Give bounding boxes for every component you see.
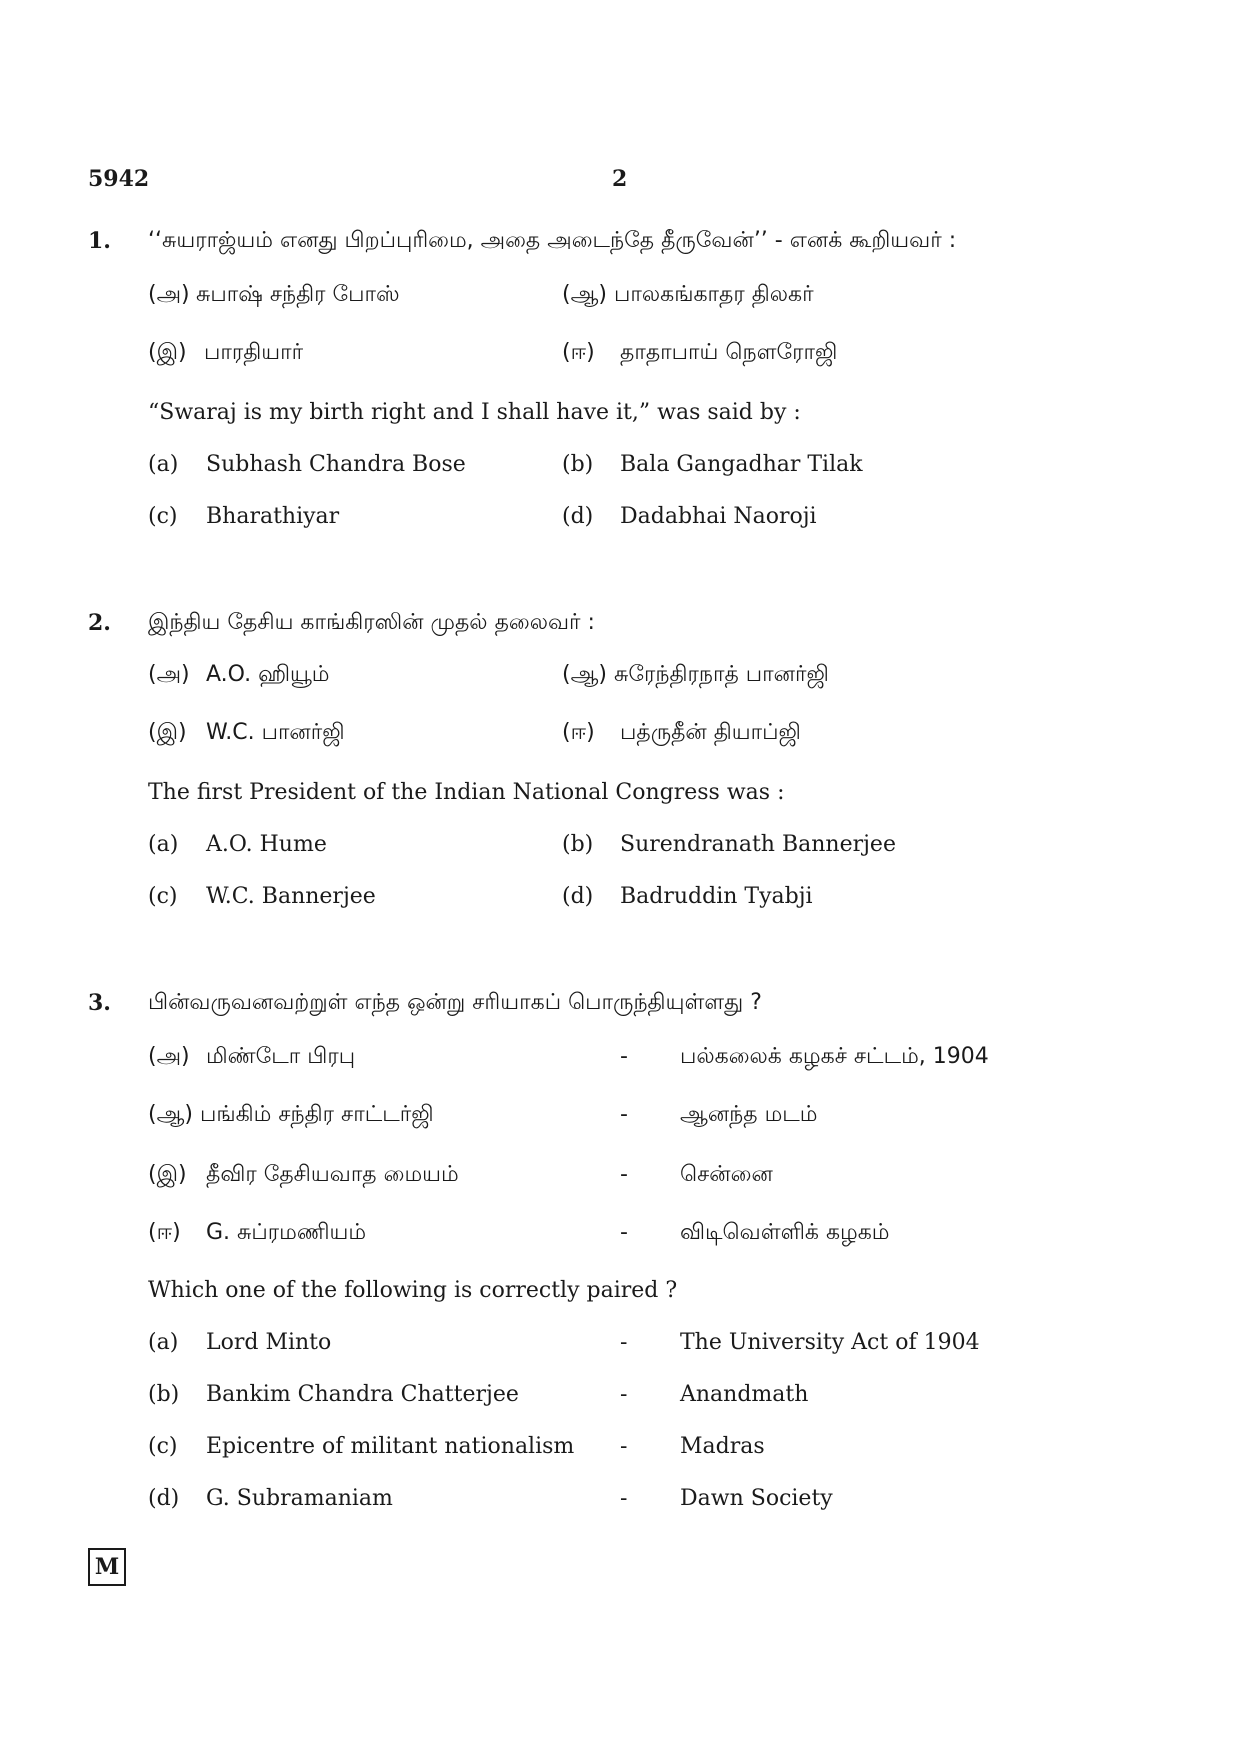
question-3-tamil-pair-mark: (ஆ): [148, 1102, 193, 1127]
question-3-tamil-pair-separator: -: [620, 1102, 628, 1127]
question-1-tamil-option-text: பாரதியார்: [204, 340, 304, 365]
question-3-pair-mark: (d): [148, 1486, 180, 1511]
question-2-tamil-option-mark: (இ): [148, 720, 187, 745]
question-3-number: 3.: [88, 990, 111, 1016]
question-1-option-text: Bharathiyar: [206, 504, 340, 529]
question-1-english: “Swaraj is my birth right and I shall have it,” was said by :: [148, 400, 801, 425]
question-1-option-text: Bala Gangadhar Tilak: [620, 452, 863, 477]
question-3-english: Which one of the following is correctly paired ?: [148, 1278, 678, 1303]
question-2-option-text: W.C. Bannerjee: [206, 884, 376, 909]
question-3-pair-mark: (a): [148, 1330, 179, 1355]
question-1-option-text: Dadabhai Naoroji: [620, 504, 817, 529]
question-3-tamil-pair-left: மிண்டோ பிரபு: [206, 1044, 356, 1069]
question-2-number: 2.: [88, 610, 111, 636]
question-3-tamil-pair-left: பங்கிம் சந்திர சாட்டர்ஜி: [200, 1102, 434, 1127]
page-number: 2: [612, 166, 628, 192]
question-1-tamil-option-mark: (அ): [148, 282, 190, 307]
question-3-tamil-pair-left: G. சுப்ரமணியம்: [206, 1220, 367, 1245]
question-3-tamil-pair-mark: (ஈ): [148, 1220, 181, 1245]
question-1-tamil-option-mark: (ஈ): [562, 340, 595, 365]
question-3-pair-separator: -: [620, 1330, 628, 1355]
question-2-tamil-option-text: W.C. பானர்ஜி: [206, 720, 345, 745]
question-3-tamil-pair-separator: -: [620, 1162, 628, 1187]
question-3-pair-left: Epicentre of militant nationalism: [206, 1434, 575, 1459]
question-2-tamil-option-mark: (அ): [148, 662, 190, 687]
medium-mark-box: M: [88, 1548, 126, 1586]
question-2-option-text: A.O. Hume: [206, 832, 327, 857]
question-1-option-mark: (a): [148, 452, 179, 477]
question-1-tamil-option-mark: (ஆ): [562, 282, 607, 307]
question-1-option-text: Subhash Chandra Bose: [206, 452, 466, 477]
question-1-option-mark: (b): [562, 452, 594, 477]
question-2-option-text: Surendranath Bannerjee: [620, 832, 896, 857]
question-3-tamil-pair-right: சென்னை: [680, 1162, 773, 1187]
question-2-tamil-option-text: A.O. ஹியூம்: [206, 662, 330, 687]
question-3-pair-left: G. Subramaniam: [206, 1486, 393, 1511]
question-3-tamil-pair-mark: (இ): [148, 1162, 187, 1187]
question-2-option-mark: (b): [562, 832, 594, 857]
question-2-option-mark: (a): [148, 832, 179, 857]
question-2-option-text: Badruddin Tyabji: [620, 884, 813, 909]
question-1-option-mark: (c): [148, 504, 178, 529]
question-3-pair-right: Dawn Society: [680, 1486, 833, 1511]
question-1-tamil-option-text: தாதாபாய் நெளரோஜி: [620, 340, 838, 365]
question-2-option-mark: (d): [562, 884, 594, 909]
question-3-pair-separator: -: [620, 1434, 628, 1459]
question-3-tamil-pair-right: பல்கலைக் கழகச் சட்டம், 1904: [680, 1044, 989, 1069]
question-3-pair-mark: (b): [148, 1382, 180, 1407]
paper-code: 5942: [88, 166, 150, 192]
question-2-tamil-option-mark: (ஈ): [562, 720, 595, 745]
question-3-pair-right: The University Act of 1904: [680, 1330, 980, 1355]
question-2-english: The first President of the Indian National Congress was :: [148, 780, 785, 805]
question-1-number: 1.: [88, 228, 111, 254]
question-3-pair-mark: (c): [148, 1434, 178, 1459]
question-3-tamil-pair-separator: -: [620, 1044, 628, 1069]
question-3-tamil-pair-right: ஆனந்த மடம்: [680, 1102, 818, 1127]
question-3-tamil-pair-right: விடிவெள்ளிக் கழகம்: [680, 1220, 890, 1245]
question-3-pair-left: Lord Minto: [206, 1330, 332, 1355]
question-1-tamil-option-text: சுபாஷ் சந்திர போஸ்: [196, 282, 400, 307]
question-2-tamil: இந்திய தேசிய காங்கிரஸின் முதல் தலைவர் :: [148, 610, 595, 635]
question-3-tamil-pair-left: தீவிர தேசியவாத மையம்: [206, 1162, 459, 1187]
question-3-pair-right: Madras: [680, 1434, 765, 1459]
question-3-pair-separator: -: [620, 1486, 628, 1511]
question-2-option-mark: (c): [148, 884, 178, 909]
question-1-tamil-option-text: பாலகங்காதர திலகர்: [614, 282, 814, 307]
question-2-tamil-option-mark: (ஆ): [562, 662, 607, 687]
question-1-tamil-option-mark: (இ): [148, 340, 187, 365]
question-3-tamil-pair-separator: -: [620, 1220, 628, 1245]
question-3-pair-left: Bankim Chandra Chatterjee: [206, 1382, 519, 1407]
question-3-pair-separator: -: [620, 1382, 628, 1407]
question-3-tamil: பின்வருவனவற்றுள் எந்த ஒன்று சரியாகப் பொருந்தியுள்ளது ?: [148, 990, 762, 1015]
question-1-tamil: ‘‘சுயராஜ்யம் எனது பிறப்புரிமை, அதை அடைந்தே தீருவேன்’’ - எனக் கூறியவர் :: [148, 228, 957, 253]
question-3-tamil-pair-mark: (அ): [148, 1044, 190, 1069]
question-2-tamil-option-text: சுரேந்திரநாத் பானர்ஜி: [614, 662, 829, 687]
question-3-pair-right: Anandmath: [680, 1382, 809, 1407]
question-1-option-mark: (d): [562, 504, 594, 529]
question-2-tamil-option-text: பத்ருதீன் தியாப்ஜி: [620, 720, 801, 745]
